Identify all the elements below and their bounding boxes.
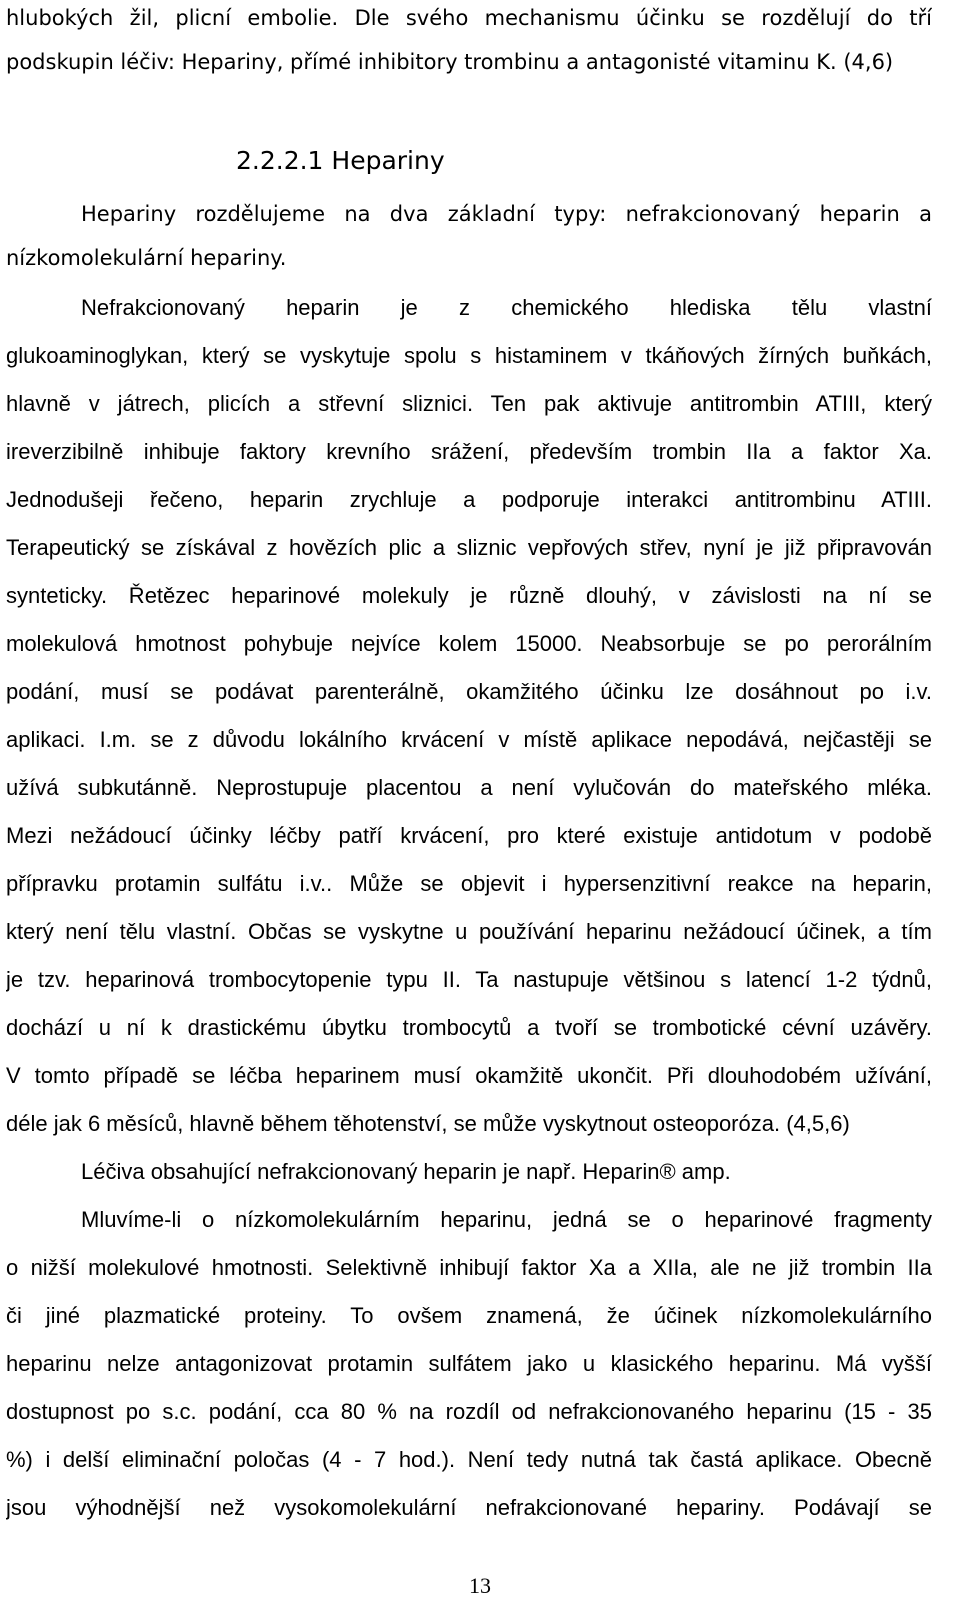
paragraph-line: dochází u ní k drastickému úbytku trombocytů a tvoří se trombotické cévní uzávěry. [6,1015,932,1040]
paragraph-line: aplikaci. I.m. se z důvodu lokálního krvácení v místě aplikace nepodává, nejčastěji se [6,727,932,752]
paragraph-line: V tomto případě se léčba heparinem musí okamžitě ukončit. Při dlouhodobém užívání, [6,1063,932,1088]
paragraph-line: hlavně v játrech, plicích a střevní sliznici. Ten pak aktivuje antitrombin ATIII, který [6,391,932,416]
paragraph-line: hlubokých žil, plicní embolie. Dle svého mechanismu účinku se rozdělují do tří [6,6,932,30]
paragraph-line: Terapeutický se získával z hovězích plic a sliznic vepřových střev, nyní je již připravován [6,535,932,560]
paragraph-line: o nižší molekulové hmotnosti. Selektivně inhibují faktor Xa a XIIa, ale ne již trombin IIa [6,1255,932,1280]
paragraph-line: %) i delší eliminační poločas (4 - 7 hod.). Není tedy nutná tak častá aplikace. Obecně [6,1447,932,1472]
paragraph-line: či jiné plazmatické proteiny. To ovšem znamená, že účinek nízkomolekulárního [6,1303,932,1328]
paragraph-line: přípravku protamin sulfátu i.v.. Může se objevit i hypersenzitivní reakce na heparin, [6,871,932,896]
paragraph-line: podání, musí se podávat parenterálně, okamžitého účinku lze dosáhnout po i.v. [6,679,932,704]
section-heading: 2.2.2.1 Hepariny [236,146,445,175]
paragraph-line: který není tělu vlastní. Občas se vyskytne u používání heparinu nežádoucí účinek, a tím [6,919,932,944]
paragraph-line: heparinu nelze antagonizovat protamin sulfátem jako u klasického heparinu. Má vyšší [6,1351,932,1376]
paragraph-line: Mezi nežádoucí účinky léčby patří krvácení, pro které existuje antidotum v podobě [6,823,932,848]
paragraph-line: nízkomolekulární hepariny. [6,246,287,270]
paragraph-line: podskupin léčiv: Hepariny, přímé inhibitory trombinu a antagonisté vitaminu K. (4,6) [6,50,894,74]
paragraph-line: ireverzibilně inhibuje faktory krevního srážení, především trombin IIa a faktor Xa. [6,439,932,464]
paragraph-line: déle jak 6 měsíců, hlavně během těhotenství, se může vyskytnout osteoporóza. (4,5,6) [6,1111,850,1136]
page-number: 13 [469,1573,491,1598]
paragraph-line: Léčiva obsahující nefrakcionovaný heparin je např. Heparin® amp. [81,1159,731,1184]
paragraph-line: molekulová hmotnost pohybuje nejvíce kolem 15000. Neabsorbuje se po perorálním [6,631,932,656]
paragraph-line: glukoaminoglykan, který se vyskytuje spolu s histaminem v tkáňových žírných buňkách, [6,343,932,368]
paragraph-line: Nefrakcionovaný heparin je z chemického hlediska tělu vlastní [81,295,932,320]
paragraph-line: Jednodušeji řečeno, heparin zrychluje a podporuje interakci antitrombinu ATIII. [6,487,932,512]
paragraph-line: Mluvíme-li o nízkomolekulárním heparinu, jedná se o heparinové fragmenty [81,1207,932,1232]
paragraph-line: jsou výhodnější než vysokomolekulární nefrakcionované hepariny. Podávají se [6,1495,932,1520]
paragraph-line: užívá subkutánně. Neprostupuje placentou a není vylučován do mateřského mléka. [6,775,932,800]
paragraph-line: Hepariny rozdělujeme na dva základní typy: nefrakcionovaný heparin a [81,202,932,226]
paragraph-line: je tzv. heparinová trombocytopenie typu II. Ta nastupuje většinou s latencí 1-2 týdnů, [6,967,932,992]
paragraph-line: dostupnost po s.c. podání, cca 80 % na rozdíl od nefrakcionovaného heparinu (15 - 35 [6,1399,932,1424]
paragraph-line: synteticky. Řetězec heparinové molekuly je různě dlouhý, v závislosti na ní se [6,583,932,608]
